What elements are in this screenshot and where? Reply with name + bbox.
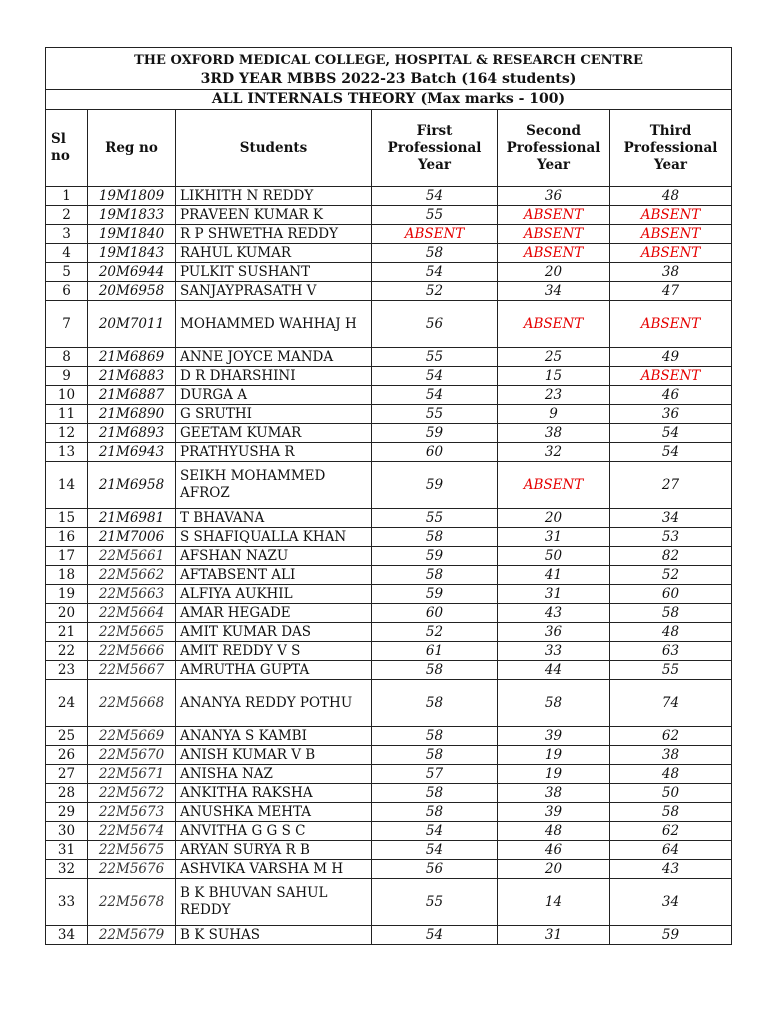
first-year-mark-cell: 58	[372, 661, 498, 680]
table-row	[46, 784, 732, 803]
reg-cell: 22M5663	[88, 585, 176, 604]
table-row	[46, 623, 732, 642]
first-year-mark-cell: 55	[372, 879, 498, 926]
third-year-mark-cell: ABSENT	[610, 367, 732, 386]
second-year-mark-cell: 46	[498, 841, 610, 860]
student-name-cell: LIKHITH N REDDY	[176, 187, 372, 206]
sl-cell: 18	[46, 566, 88, 585]
student-name-cell: DURGA A	[176, 386, 372, 405]
table-row	[46, 547, 732, 566]
table-row	[46, 462, 732, 509]
table-row	[46, 661, 732, 680]
third-year-mark-cell: ABSENT	[610, 225, 732, 244]
sl-cell: 25	[46, 727, 88, 746]
table-row	[46, 405, 732, 424]
reg-cell: 22M5673	[88, 803, 176, 822]
sl-cell: 5	[46, 263, 88, 282]
second-year-mark-cell: 20	[498, 509, 610, 528]
reg-cell: 22M5678	[88, 879, 176, 926]
table-row	[46, 528, 732, 547]
college-title: THE OXFORD MEDICAL COLLEGE, HOSPITAL & RESEARCH CENTRE	[134, 53, 643, 68]
table-row	[46, 244, 732, 263]
student-name-cell: AFTABSENT ALI	[176, 566, 372, 585]
third-year-mark-cell: 47	[610, 282, 732, 301]
column-header-row	[46, 110, 732, 187]
student-name-cell: AMAR HEGADE	[176, 604, 372, 623]
student-name-cell: AFSHAN NAZU	[176, 547, 372, 566]
table-row	[46, 727, 732, 746]
second-year-mark-cell: 39	[498, 803, 610, 822]
second-year-mark-cell: 34	[498, 282, 610, 301]
reg-cell: 21M6981	[88, 509, 176, 528]
first-year-mark-cell: 58	[372, 746, 498, 765]
third-year-mark-cell: 52	[610, 566, 732, 585]
sl-cell: 2	[46, 206, 88, 225]
first-year-mark-cell: 59	[372, 547, 498, 566]
second-year-mark-cell: 58	[498, 680, 610, 727]
second-year-mark-cell: 38	[498, 424, 610, 443]
second-year-mark-cell: 31	[498, 585, 610, 604]
first-year-mark-cell: 59	[372, 424, 498, 443]
student-name-cell: RAHUL KUMAR	[176, 244, 372, 263]
table-row	[46, 585, 732, 604]
sl-cell: 28	[46, 784, 88, 803]
reg-cell: 21M6890	[88, 405, 176, 424]
second-year-mark-cell: 25	[498, 348, 610, 367]
third-year-mark-cell: 82	[610, 547, 732, 566]
sl-cell: 7	[46, 301, 88, 348]
reg-cell: 21M6893	[88, 424, 176, 443]
sl-cell: 8	[46, 348, 88, 367]
third-year-mark-cell: ABSENT	[610, 206, 732, 225]
table-row	[46, 822, 732, 841]
second-year-mark-cell: 38	[498, 784, 610, 803]
student-name-cell: PRATHYUSHA R	[176, 443, 372, 462]
third-year-mark-cell: 50	[610, 784, 732, 803]
reg-cell: 22M5671	[88, 765, 176, 784]
third-year-mark-cell: 38	[610, 263, 732, 282]
reg-cell: 21M6887	[88, 386, 176, 405]
reg-cell: 22M5662	[88, 566, 176, 585]
table-row	[46, 680, 732, 727]
first-year-mark-cell: 54	[372, 841, 498, 860]
second-year-mark-cell: 20	[498, 263, 610, 282]
first-year-mark-cell: 57	[372, 765, 498, 784]
second-year-mark-cell: 50	[498, 547, 610, 566]
second-year-mark-cell: 23	[498, 386, 610, 405]
exam-title: ALL INTERNALS THEORY (Max marks - 100)	[211, 91, 566, 107]
first-year-mark-cell: 58	[372, 566, 498, 585]
reg-cell: 21M6883	[88, 367, 176, 386]
third-year-mark-cell: 64	[610, 841, 732, 860]
third-year-mark-cell: 53	[610, 528, 732, 547]
second-year-mark-cell: 14	[498, 879, 610, 926]
second-year-mark-cell: 33	[498, 642, 610, 661]
reg-cell: 22M5679	[88, 926, 176, 945]
table-row	[46, 642, 732, 661]
first-year-mark-cell: 55	[372, 206, 498, 225]
sl-cell: 30	[46, 822, 88, 841]
first-year-mark-cell: 54	[372, 263, 498, 282]
student-name-cell: SEIKH MOHAMMED AFROZ	[176, 462, 372, 509]
table-row	[46, 509, 732, 528]
third-year-mark-cell: 36	[610, 405, 732, 424]
student-name-cell: G SRUTHI	[176, 405, 372, 424]
student-rows	[46, 187, 732, 945]
reg-cell: 22M5674	[88, 822, 176, 841]
reg-cell: 22M5665	[88, 623, 176, 642]
marks-sheet	[45, 47, 731, 945]
sl-cell: 19	[46, 585, 88, 604]
third-year-mark-cell: 59	[610, 926, 732, 945]
first-year-mark-cell: 54	[372, 822, 498, 841]
third-year-mark-cell: 63	[610, 642, 732, 661]
reg-cell: 21M7006	[88, 528, 176, 547]
reg-cell: 22M5675	[88, 841, 176, 860]
reg-cell: 22M5672	[88, 784, 176, 803]
sl-cell: 31	[46, 841, 88, 860]
sl-cell: 23	[46, 661, 88, 680]
col-header-third: Third Professional Year	[610, 110, 732, 187]
second-year-mark-cell: 19	[498, 765, 610, 784]
second-year-mark-cell: 43	[498, 604, 610, 623]
third-year-mark-cell: 58	[610, 803, 732, 822]
third-year-mark-cell: 55	[610, 661, 732, 680]
second-year-mark-cell: 20	[498, 860, 610, 879]
reg-cell: 22M5670	[88, 746, 176, 765]
title-row-exam	[46, 90, 732, 110]
third-year-mark-cell: 60	[610, 585, 732, 604]
first-year-mark-cell: 54	[372, 367, 498, 386]
student-name-cell: ASHVIKA VARSHA M H	[176, 860, 372, 879]
third-year-mark-cell: 46	[610, 386, 732, 405]
sl-cell: 17	[46, 547, 88, 566]
third-year-mark-cell: 34	[610, 509, 732, 528]
table-row	[46, 803, 732, 822]
second-year-mark-cell: 48	[498, 822, 610, 841]
reg-cell: 20M7011	[88, 301, 176, 348]
third-year-mark-cell: 38	[610, 746, 732, 765]
third-year-mark-cell: 27	[610, 462, 732, 509]
first-year-mark-cell: 58	[372, 244, 498, 263]
sl-cell: 34	[46, 926, 88, 945]
third-year-mark-cell: 49	[610, 348, 732, 367]
reg-cell: 19M1840	[88, 225, 176, 244]
student-name-cell: R P SHWETHA REDDY	[176, 225, 372, 244]
student-name-cell: ANNE JOYCE MANDA	[176, 348, 372, 367]
third-year-mark-cell: 62	[610, 822, 732, 841]
first-year-mark-cell: 54	[372, 187, 498, 206]
table-row	[46, 187, 732, 206]
sl-cell: 4	[46, 244, 88, 263]
student-name-cell: ANISH KUMAR V B	[176, 746, 372, 765]
third-year-mark-cell: ABSENT	[610, 301, 732, 348]
reg-cell: 19M1833	[88, 206, 176, 225]
table-row	[46, 566, 732, 585]
student-name-cell: ANUSHKA MEHTA	[176, 803, 372, 822]
second-year-mark-cell: 31	[498, 926, 610, 945]
first-year-mark-cell: 56	[372, 860, 498, 879]
reg-cell: 20M6958	[88, 282, 176, 301]
student-name-cell: ALFIYA AUKHIL	[176, 585, 372, 604]
student-name-cell: ANKITHA RAKSHA	[176, 784, 372, 803]
table-row	[46, 282, 732, 301]
reg-cell: 20M6944	[88, 263, 176, 282]
title-row-batch	[46, 70, 732, 90]
second-year-mark-cell: ABSENT	[498, 244, 610, 263]
second-year-mark-cell: 31	[498, 528, 610, 547]
sl-cell: 32	[46, 860, 88, 879]
student-name-cell: ARYAN SURYA R B	[176, 841, 372, 860]
table-row	[46, 443, 732, 462]
sl-cell: 26	[46, 746, 88, 765]
sl-cell: 21	[46, 623, 88, 642]
reg-cell: 22M5669	[88, 727, 176, 746]
second-year-mark-cell: ABSENT	[498, 225, 610, 244]
sl-cell: 33	[46, 879, 88, 926]
sl-cell: 13	[46, 443, 88, 462]
first-year-mark-cell: 60	[372, 604, 498, 623]
reg-cell: 19M1809	[88, 187, 176, 206]
first-year-mark-cell: 59	[372, 462, 498, 509]
table-row	[46, 301, 732, 348]
third-year-mark-cell: 54	[610, 424, 732, 443]
sl-cell: 14	[46, 462, 88, 509]
col-header-students: Students	[176, 110, 372, 187]
first-year-mark-cell: 52	[372, 282, 498, 301]
reg-cell: 19M1843	[88, 244, 176, 263]
sl-cell: 9	[46, 367, 88, 386]
student-name-cell: D R DHARSHINI	[176, 367, 372, 386]
student-name-cell: ANVITHA G G S C	[176, 822, 372, 841]
third-year-mark-cell: 62	[610, 727, 732, 746]
second-year-mark-cell: 44	[498, 661, 610, 680]
student-name-cell: ANANYA S KAMBI	[176, 727, 372, 746]
second-year-mark-cell: 36	[498, 623, 610, 642]
third-year-mark-cell: 48	[610, 765, 732, 784]
second-year-mark-cell: ABSENT	[498, 301, 610, 348]
reg-cell: 22M5667	[88, 661, 176, 680]
reg-cell: 21M6958	[88, 462, 176, 509]
second-year-mark-cell: ABSENT	[498, 206, 610, 225]
second-year-mark-cell: 19	[498, 746, 610, 765]
second-year-mark-cell: ABSENT	[498, 462, 610, 509]
second-year-mark-cell: 41	[498, 566, 610, 585]
sl-cell: 12	[46, 424, 88, 443]
reg-cell: 22M5661	[88, 547, 176, 566]
student-name-cell: PULKIT SUSHANT	[176, 263, 372, 282]
table-row	[46, 746, 732, 765]
table-row	[46, 367, 732, 386]
third-year-mark-cell: 43	[610, 860, 732, 879]
table-row	[46, 604, 732, 623]
table-row	[46, 765, 732, 784]
first-year-mark-cell: 58	[372, 803, 498, 822]
title-row-college	[46, 48, 732, 71]
col-header-sl: Sl no	[46, 110, 88, 187]
table-row	[46, 348, 732, 367]
batch-title: 3RD YEAR MBBS 2022-23 Batch (164 students)	[200, 71, 577, 87]
table-row	[46, 860, 732, 879]
reg-cell: 22M5676	[88, 860, 176, 879]
student-name-cell: T BHAVANA	[176, 509, 372, 528]
third-year-mark-cell: 54	[610, 443, 732, 462]
second-year-mark-cell: 32	[498, 443, 610, 462]
first-year-mark-cell: 58	[372, 680, 498, 727]
student-name-cell: B K SUHAS	[176, 926, 372, 945]
third-year-mark-cell: ABSENT	[610, 244, 732, 263]
first-year-mark-cell: 58	[372, 528, 498, 547]
student-name-cell: GEETAM KUMAR	[176, 424, 372, 443]
reg-cell: 21M6943	[88, 443, 176, 462]
reg-cell: 22M5666	[88, 642, 176, 661]
table-row	[46, 424, 732, 443]
first-year-mark-cell: 61	[372, 642, 498, 661]
sl-cell: 16	[46, 528, 88, 547]
student-name-cell: AMIT REDDY V S	[176, 642, 372, 661]
first-year-mark-cell: 54	[372, 386, 498, 405]
sl-cell: 27	[46, 765, 88, 784]
first-year-mark-cell: 52	[372, 623, 498, 642]
sl-cell: 15	[46, 509, 88, 528]
third-year-mark-cell: 48	[610, 623, 732, 642]
table-row	[46, 263, 732, 282]
table-row	[46, 386, 732, 405]
first-year-mark-cell: 60	[372, 443, 498, 462]
first-year-mark-cell: 58	[372, 727, 498, 746]
student-name-cell: SANJAYPRASATH V	[176, 282, 372, 301]
first-year-mark-cell: 55	[372, 348, 498, 367]
sl-cell: 29	[46, 803, 88, 822]
marks-table	[45, 47, 732, 945]
student-name-cell: ANISHA NAZ	[176, 765, 372, 784]
third-year-mark-cell: 34	[610, 879, 732, 926]
student-name-cell: AMRUTHA GUPTA	[176, 661, 372, 680]
sl-cell: 24	[46, 680, 88, 727]
sl-cell: 10	[46, 386, 88, 405]
sl-cell: 1	[46, 187, 88, 206]
col-header-reg: Reg no	[88, 110, 176, 187]
reg-cell: 22M5668	[88, 680, 176, 727]
sl-cell: 6	[46, 282, 88, 301]
second-year-mark-cell: 15	[498, 367, 610, 386]
student-name-cell: ANANYA REDDY POTHU	[176, 680, 372, 727]
table-row	[46, 879, 732, 926]
student-name-cell: AMIT KUMAR DAS	[176, 623, 372, 642]
sl-cell: 20	[46, 604, 88, 623]
first-year-mark-cell: 59	[372, 585, 498, 604]
table-row	[46, 206, 732, 225]
first-year-mark-cell: 55	[372, 509, 498, 528]
sl-cell: 11	[46, 405, 88, 424]
second-year-mark-cell: 36	[498, 187, 610, 206]
first-year-mark-cell: 56	[372, 301, 498, 348]
first-year-mark-cell: 58	[372, 784, 498, 803]
reg-cell: 21M6869	[88, 348, 176, 367]
col-header-second: Second Professional Year	[498, 110, 610, 187]
third-year-mark-cell: 58	[610, 604, 732, 623]
first-year-mark-cell: ABSENT	[372, 225, 498, 244]
first-year-mark-cell: 55	[372, 405, 498, 424]
table-row	[46, 841, 732, 860]
sl-cell: 22	[46, 642, 88, 661]
second-year-mark-cell: 39	[498, 727, 610, 746]
col-header-first: First Professional Year	[372, 110, 498, 187]
reg-cell: 22M5664	[88, 604, 176, 623]
third-year-mark-cell: 74	[610, 680, 732, 727]
second-year-mark-cell: 9	[498, 405, 610, 424]
table-row	[46, 225, 732, 244]
student-name-cell: S SHAFIQUALLA KHAN	[176, 528, 372, 547]
first-year-mark-cell: 54	[372, 926, 498, 945]
student-name-cell: MOHAMMED WAHHAJ H	[176, 301, 372, 348]
table-row	[46, 926, 732, 945]
sl-cell: 3	[46, 225, 88, 244]
third-year-mark-cell: 48	[610, 187, 732, 206]
student-name-cell: PRAVEEN KUMAR K	[176, 206, 372, 225]
student-name-cell: B K BHUVAN SAHUL REDDY	[176, 879, 372, 926]
